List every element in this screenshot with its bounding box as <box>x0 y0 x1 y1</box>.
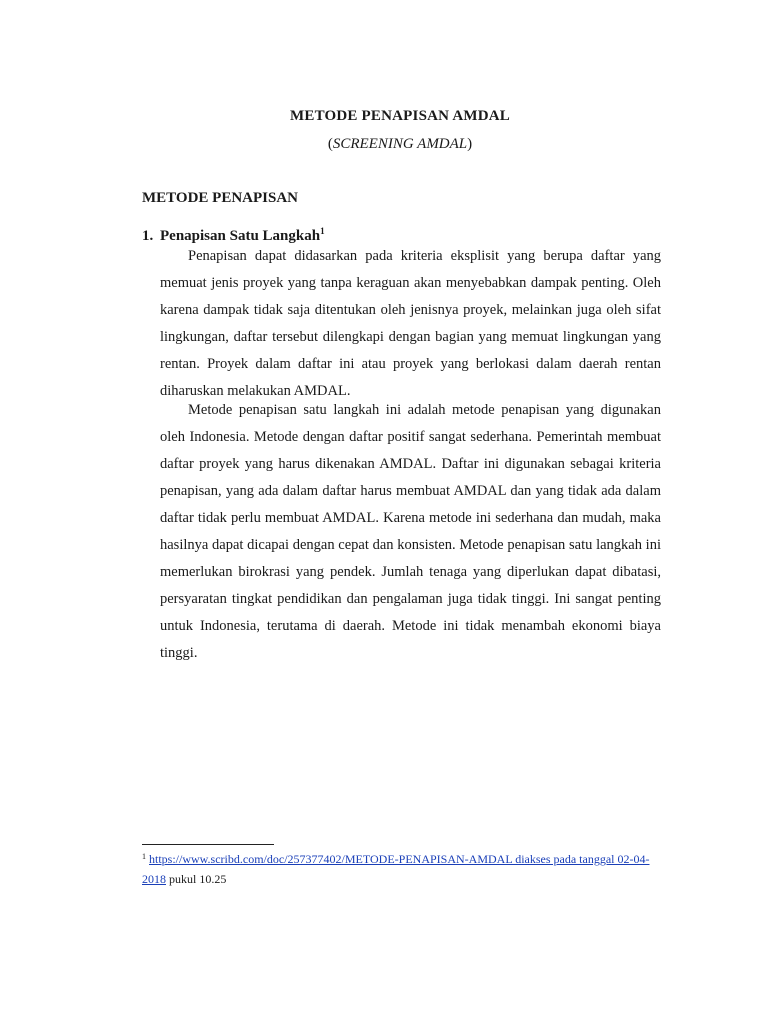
subtitle-close-paren: ) <box>467 136 473 152</box>
subsection-number: 1. <box>142 228 154 244</box>
document-title: METODE PENAPISAN AMDAL <box>290 108 510 124</box>
footnote-reference[interactable]: 1 <box>320 226 325 236</box>
paragraph: Metode penapisan satu langkah ini adalah metode penapisan yang digunakan oleh Indonesia. Metode dengan daftar positif sangat sederhana. Pemerintah membuat daftar proyek yang harus dikenakan AMDAL. Daftar ini digunakan sebagai kriteria penapisan, yang ada dalam daftar harus membuat AMDAL dan yang tidak ada dalam daftar tidak perlu membuat AMDAL. Karena metode ini sederhana dan mudah, maka hasilnya dapat dicapai dengan cepat dan konsisten. Metode penapisan satu langkah ini memerlukan birokrasi yang pendek. Jumlah tenaga yang diperlukan dapat dibatasi, persyaratan tingkat pendidikan dan pengalaman juga tidak tinggi. Ini sangat penting untuk Indonesia, terutama di daerah. Metode ini tidak menambah ekonomi biaya tinggi. <box>160 402 661 661</box>
paragraph-block-1 <box>160 243 661 405</box>
subsection-label: Penapisan Satu Langkah <box>160 228 321 244</box>
paragraph: Penapisan dapat didasarkan pada kriteria eksplisit yang berupa daftar yang memuat jenis proyek yang tanpa keraguan akan menyebabkan dampak penting. Oleh karena dampak tidak saja ditentukan oleh jenisnya proyek, melainkan juga oleh sifat lingkungan, daftar tersebut dilengkapi dengan bagian yang memuat lingkungan yang rentan. Proyek dalam daftar ini atau proyek yang berlokasi dalam daerah rentan diharuskan melakukan AMDAL. <box>160 248 661 399</box>
footnote-marker: 1 <box>142 852 146 861</box>
subtitle-open-paren: ( <box>327 136 333 152</box>
subtitle-italic-text: SCREENING AMDAL <box>332 136 468 152</box>
footnote <box>142 849 662 889</box>
footnote-trailing-text: pukul 10.25 <box>166 872 227 886</box>
paragraph-block-2 <box>160 397 661 667</box>
footnote-separator <box>142 844 274 845</box>
footnote-link[interactable]: https://www.scribd.com/doc/257377402/METODE-PENAPISAN-AMDAL diakses pada tanggal 02-04-2018 <box>142 852 650 886</box>
document-subtitle <box>0 136 768 153</box>
section-heading: METODE PENAPISAN <box>142 190 298 206</box>
